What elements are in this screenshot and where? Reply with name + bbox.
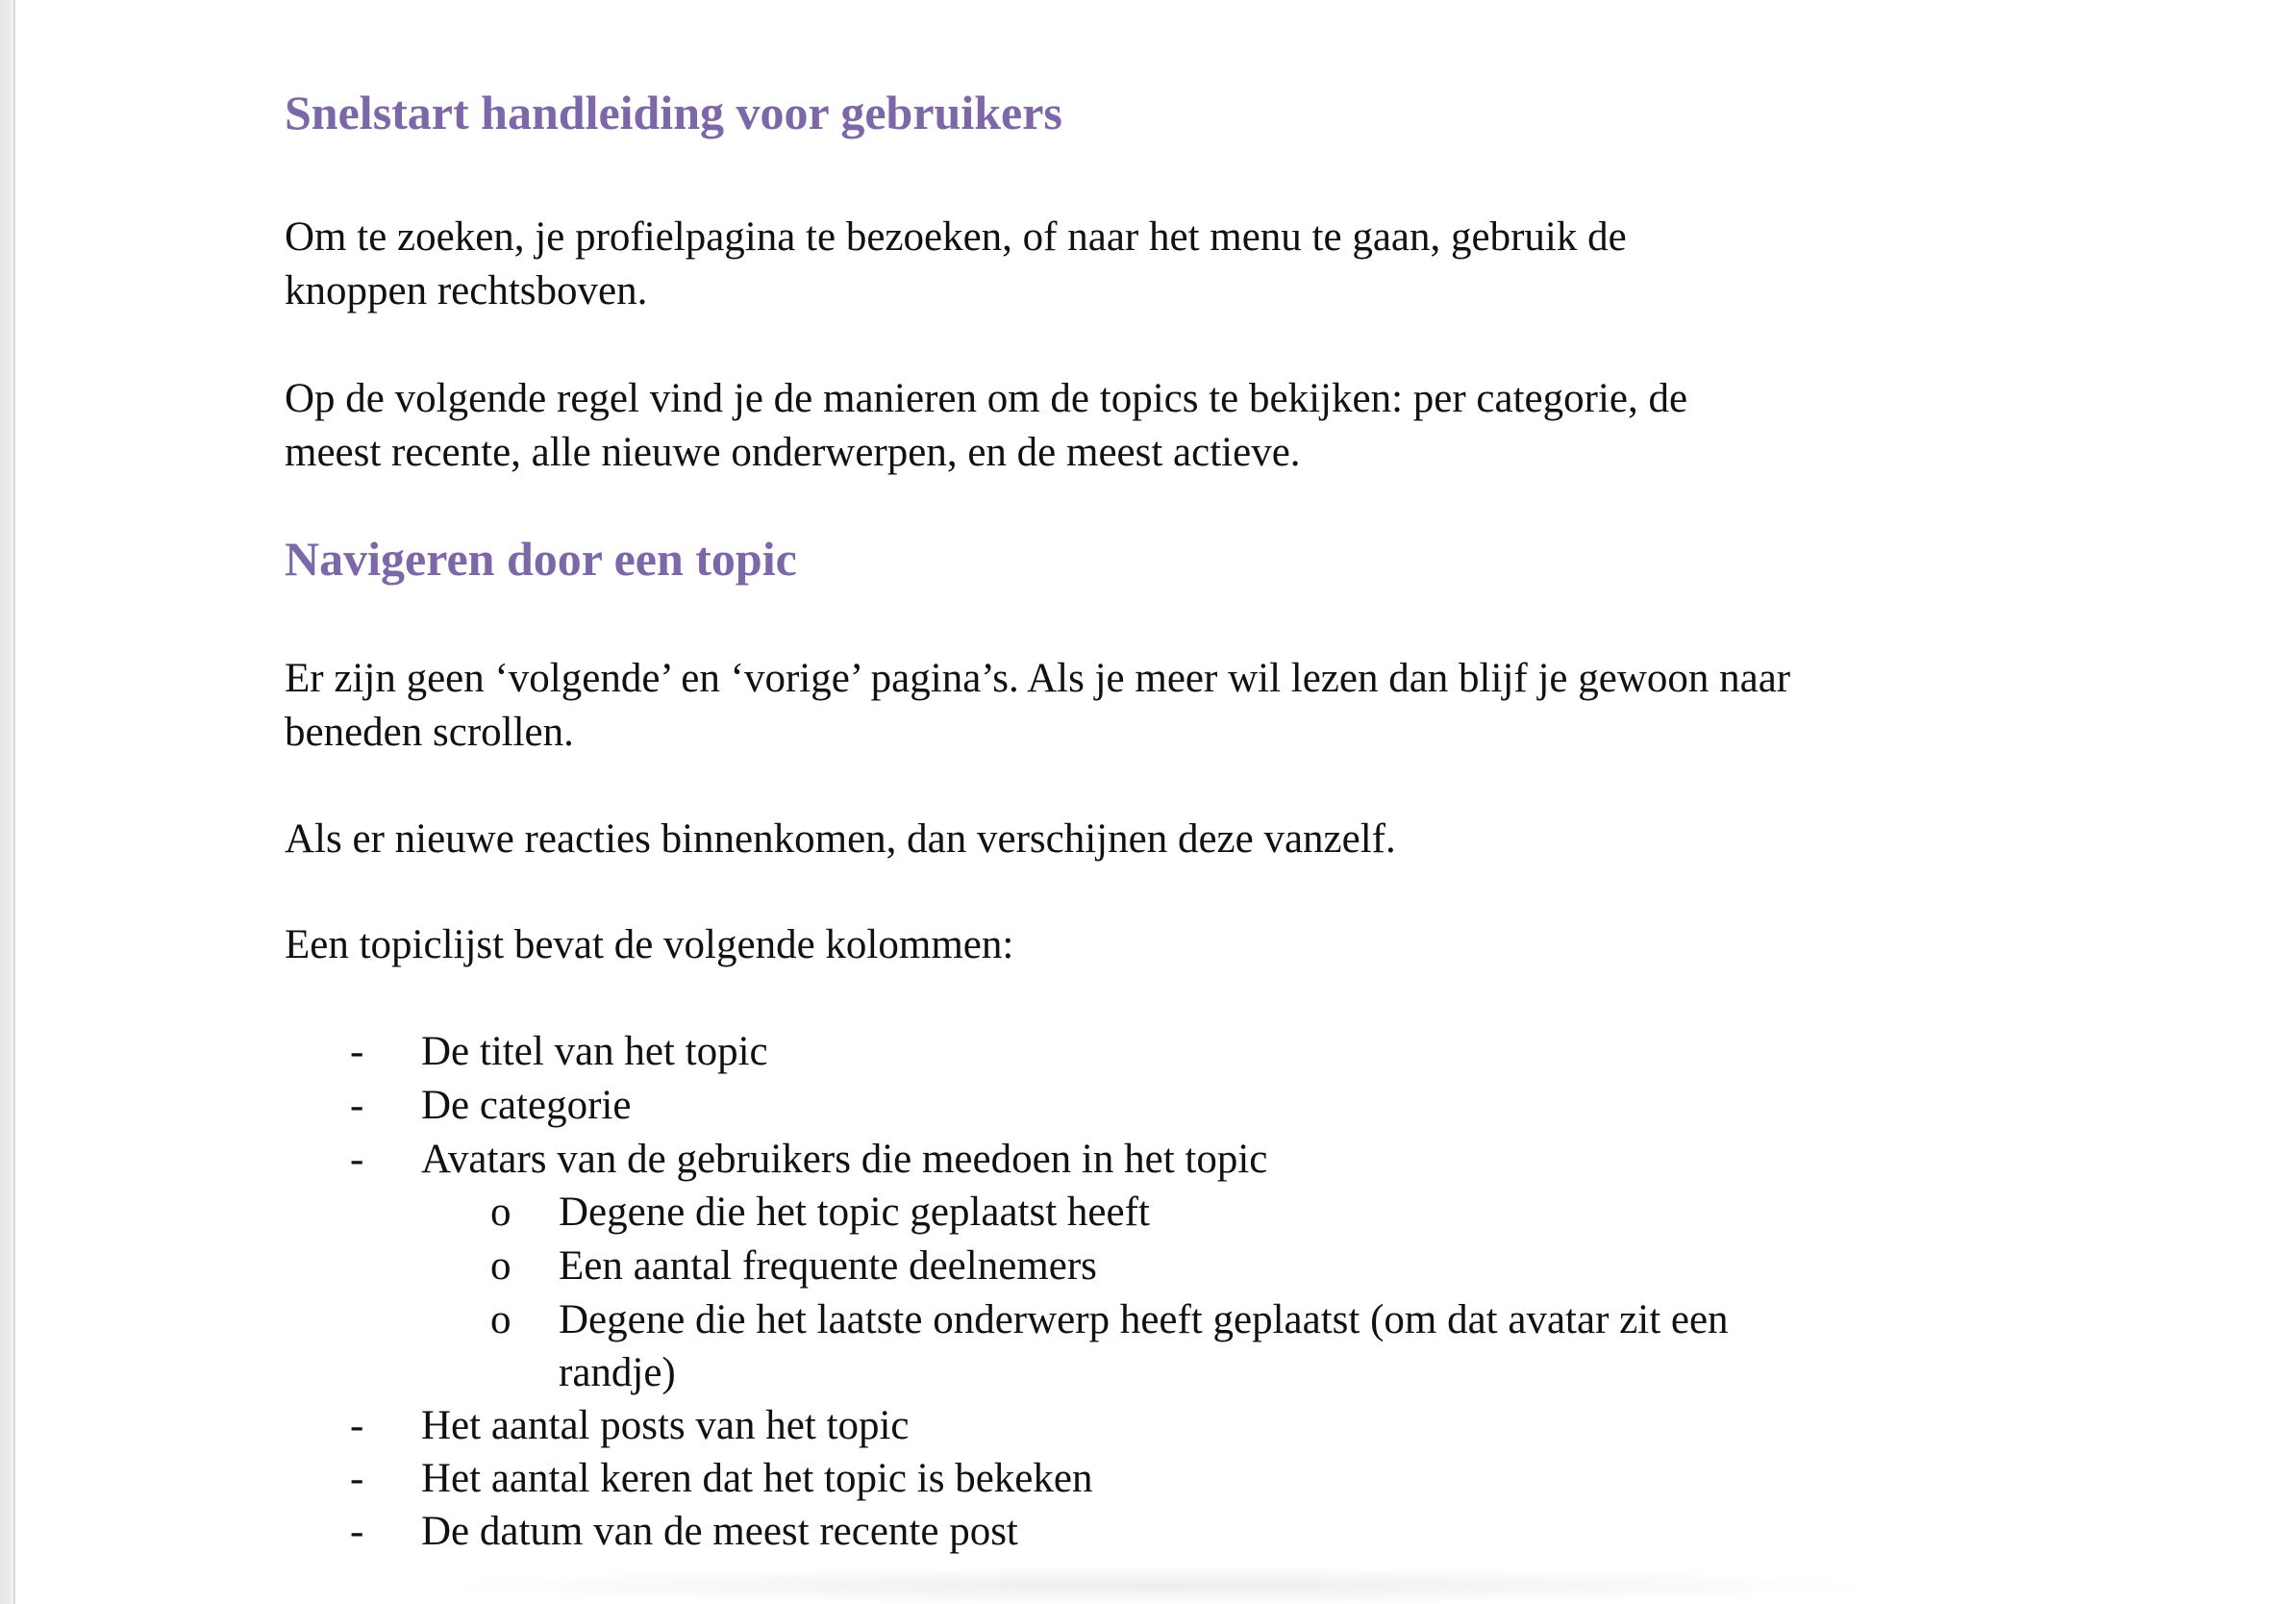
sublist-item-text: Een aantal frequente deelnemers — [559, 1243, 1097, 1289]
page-bottom-shadow — [462, 1567, 1856, 1604]
bullet-dash: - — [350, 1509, 364, 1554]
bullet-dash: - — [350, 1083, 364, 1128]
bullet-circle: o — [490, 1190, 512, 1235]
paragraph-navigation-buttons — [285, 211, 2111, 318]
paragraph-line: meest recente, alle nieuwe onderwerpen, en de meest actieve. — [285, 430, 1301, 475]
list-item-text: Het aantal keren dat het topic is bekeken — [421, 1456, 1093, 1501]
paragraph-line: beneden scrollen. — [285, 710, 574, 755]
list-item-text: De titel van het topic — [421, 1029, 768, 1074]
bullet-dash: - — [350, 1403, 364, 1448]
sublist-item-text: Degene die het topic geplaatst heeft — [559, 1190, 1150, 1235]
sublist-item-text: Degene die het laatste onderwerp heeft geplaatst (om dat avatar zit een — [559, 1297, 1729, 1342]
bullet-circle: o — [490, 1243, 512, 1289]
list-item-text: De datum van de meest recente post — [421, 1509, 1018, 1554]
bullet-dash: - — [350, 1456, 364, 1501]
bullet-dash: - — [350, 1137, 364, 1182]
paragraph-line: Om te zoeken, je profielpagina te bezoeken, of naar het menu te gaan, gebruik de — [285, 214, 1627, 260]
list-item-text: Avatars van de gebruikers die meedoen in het topic — [421, 1137, 1268, 1182]
bullet-circle: o — [490, 1297, 512, 1342]
list-item-text: De categorie — [421, 1083, 632, 1128]
document-title: Snelstart handleiding voor gebruikers — [285, 86, 1062, 139]
section-heading-navigating-topic: Navigeren door een topic — [285, 532, 797, 586]
page-left-edge — [0, 0, 15, 1604]
sublist-item-text: randje) — [559, 1350, 676, 1395]
paragraph-topic-views — [285, 372, 2111, 480]
bullet-dash: - — [350, 1029, 364, 1074]
paragraph-list-intro: Een topiclijst bevat de volgende kolommen: — [285, 922, 1014, 967]
paragraph-line: knoppen rechtsboven. — [285, 268, 648, 313]
paragraph-new-replies: Als er nieuwe reacties binnenkomen, dan verschijnen deze vanzelf. — [285, 816, 1396, 862]
list-item-text: Het aantal posts van het topic — [421, 1403, 910, 1448]
paragraph-line: Op de volgende regel vind je de manieren om de topics te bekijken: per categorie, de — [285, 376, 1688, 421]
paragraph-scrolling — [285, 652, 2111, 760]
paragraph-line: Er zijn geen ‘volgende’ en ‘vorige’ pagina’s. Als je meer wil lezen dan blijf je gewoon naar — [285, 656, 1791, 701]
